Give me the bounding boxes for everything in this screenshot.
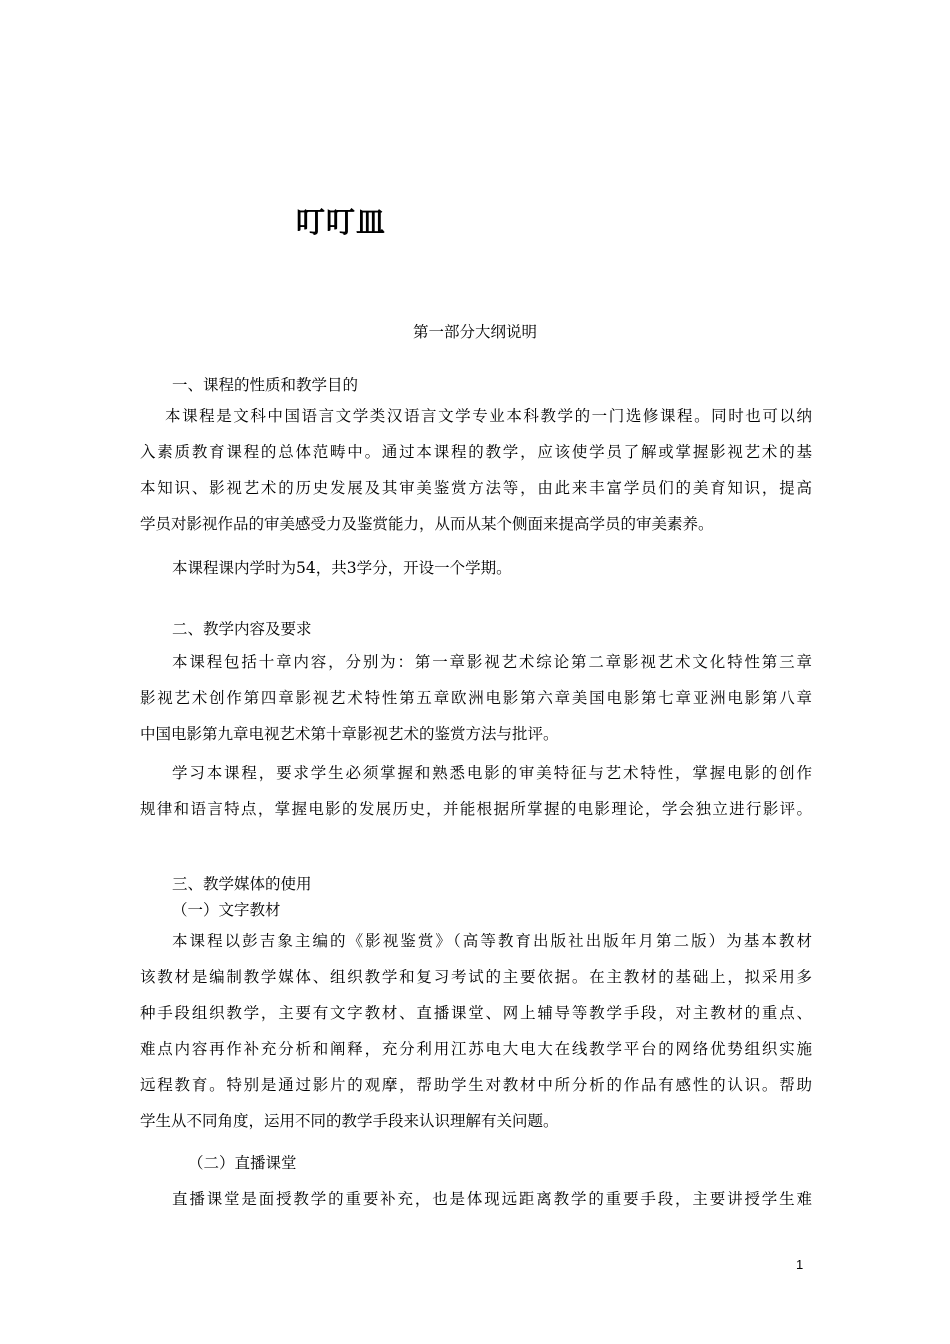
subsection-heading-2: （二）直播课堂	[188, 1154, 297, 1172]
paragraph-line: 种手段组织教学，主要有文字教材、直播课堂、网上辅导等教学手段，对主教材的重点、	[140, 1004, 812, 1022]
paragraph-line: 规律和语言特点，掌握电影的发展历史，并能根据所掌握的电影理论，学会独立进行影评。	[140, 800, 812, 818]
section-heading-2: 二、教学内容及要求	[172, 620, 312, 638]
paragraph-line: 本课程课内学时为54，共3学分，开设一个学期。	[172, 559, 512, 577]
subsection-heading-1: （一）文字教材	[172, 901, 281, 919]
paragraph-line: 本课程包括十章内容，分别为：第一章影视艺术综论第二章影视艺术文化特性第三章	[172, 653, 812, 671]
section-heading-1: 一、课程的性质和教学目的	[172, 376, 359, 394]
paragraph-line: 中国电影第九章电视艺术第十章影视艺术的鉴赏方法与批评。	[140, 725, 559, 743]
paragraph-line: 本课程以彭吉象主编的《影视鉴赏》（高等教育出版社出版年月第二版）为基本教材	[172, 932, 812, 950]
page-number: 1	[796, 1257, 804, 1272]
part-heading: 第一部分大纲说明	[412, 323, 537, 341]
paragraph-line: 该教材是编制教学媒体、组织教学和复习考试的主要依据。在主教材的基础上，拟采用多	[140, 968, 812, 986]
paragraph-line: 本知识、影视艺术的历史发展及其审美鉴赏方法等，由此来丰富学员们的美育知识，提高	[140, 479, 812, 497]
section-heading-3: 三、教学媒体的使用	[172, 875, 312, 893]
paragraph-line: 难点内容再作补充分析和阐释，充分利用江苏电大电大在线教学平台的网络优势组织实施	[140, 1040, 812, 1058]
paragraph-line: 直播课堂是面授教学的重要补充，也是体现远距离教学的重要手段，主要讲授学生难	[172, 1190, 812, 1208]
paragraph-line: 本课程是文科中国语言文学类汉语言文学专业本科教学的一门选修课程。同时也可以纳	[165, 407, 812, 425]
paragraph-line: 学员对影视作品的审美感受力及鉴赏能力，从而从某个侧面来提高学员的审美素养。	[140, 515, 714, 533]
paragraph-line: 入素质教育课程的总体范畴中。通过本课程的教学，应该使学员了解或掌握影视艺术的基	[140, 443, 812, 461]
paragraph-line: 影视艺术创作第四章影视艺术特性第五章欧洲电影第六章美国电影第七章亚洲电影第八章	[140, 689, 812, 707]
paragraph-line: 学习本课程，要求学生必须掌握和熟悉电影的审美特征与艺术特性，掌握电影的创作	[172, 764, 812, 782]
paragraph-line: 远程教育。特别是通过影片的观摩，帮助学生对教材中所分析的作品有感性的认识。帮助	[140, 1076, 812, 1094]
document-title: 叮叮皿	[296, 205, 387, 239]
paragraph-line: 学生从不同角度，运用不同的教学手段来认识理解有关问题。	[140, 1112, 559, 1130]
